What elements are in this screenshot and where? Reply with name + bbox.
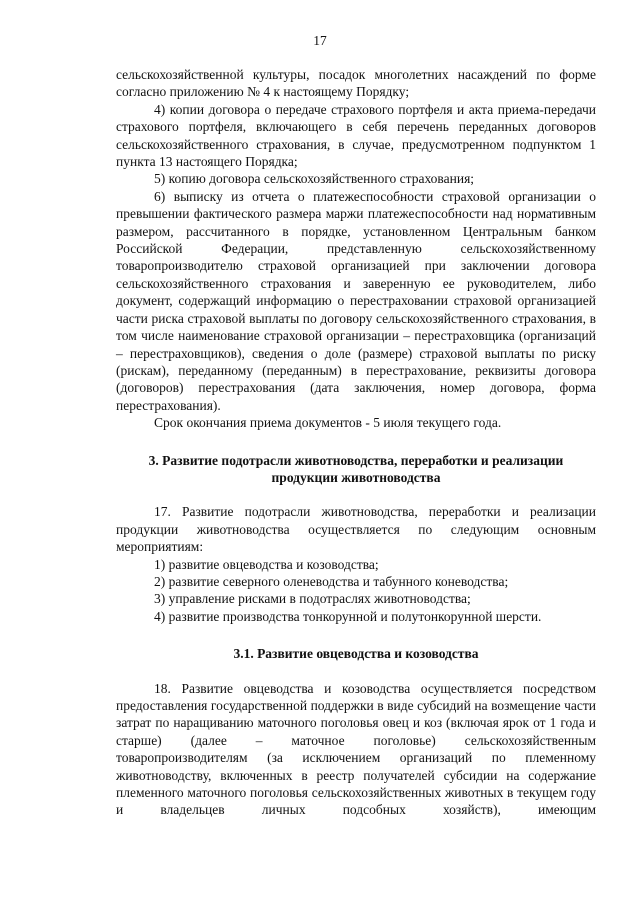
- section-3-heading: 3. Развитие подотрасли животноводства, переработки и реализации продукции животноводства: [148, 452, 564, 485]
- paragraph-deadline: Срок окончания приема документов - 5 июля текущего года.: [154, 415, 502, 431]
- document-body: [116, 66, 596, 819]
- paragraph-continuation: сельскохозяйственной культуры, посадок многолетних насаждений по форме согласно приложению № 4 к настоящему Порядку;: [116, 67, 596, 100]
- list-item: 4) развитие производства тонкорунной и полутонкорунной шерсти.: [154, 608, 542, 624]
- paragraph-item-4: 4) копии договора о передаче страхового портфеля и акта приема-передачи страхового портфеля, включающего в себя перечень переданных договоров сельскохозяйственного страхования, в случае, предусмотренном подпунктом 1 пункта 13 настоящего Порядка;: [116, 101, 596, 170]
- paragraph-item-6: 6) выписку из отчета о платежеспособности страховой организации о превышении фактического размера маржи платежеспособности над нормативным размером, рассчитанного в порядке, установленном Центральным банком Российской Федерации, представленную сельскохозяйственному товаропроизводителю страховой организацией при заключении договора сельскохозяйственного страхования и заверенную ее руководителем, либо документ, содержащий информацию о перестраховании страховой организацией части риска страховой выплаты по договору сельскохозяйственного страхования, в том числе наименование страховой организации – перестраховщика (организаций – перестраховщиков), сведения о доле (размере) страховой выплаты по риску (рискам), переданному (переданным) в перестрахование, реквизиты договора (договоров) перестрахования (дата заключения, номер договора, форма перестрахования).: [116, 188, 596, 413]
- page-number: 17: [313, 33, 327, 48]
- list-item: 1) развитие овцеводства и козоводства;: [154, 556, 379, 572]
- list-item: 3) управление рисками в подотраслях животноводства;: [154, 591, 471, 607]
- paragraph-17: 17. Развитие подотрасли животноводства, переработки и реализации продукции животноводства осуществляется по следующим основным мероприятиям:: [116, 504, 596, 555]
- paragraph-18: 18. Развитие овцеводства и козоводства осуществляется посредством предоставления государственной поддержки в виде субсидий на возмещение части затрат по наращиванию маточного поголовья овец и коз (включая ярок от 1 года и старше) (далее – маточное поголовье) сельскохозяйственным товаропроизводителям (за исключением организаций по племенному животноводству, включенных в реестр получателей субсидии на содержание племенного маточного поголовья сельскохозяйственных животных в текущем году и владельцев личных подсобных хозяйств), имеющим: [116, 680, 596, 818]
- paragraph-item-5: 5) копию договора сельскохозяйственного страхования;: [154, 171, 475, 187]
- section-3-1-heading: 3.1. Развитие овцеводства и козоводства: [233, 646, 479, 662]
- list-item: 2) развитие северного оленеводства и табунного коневодства;: [154, 573, 509, 589]
